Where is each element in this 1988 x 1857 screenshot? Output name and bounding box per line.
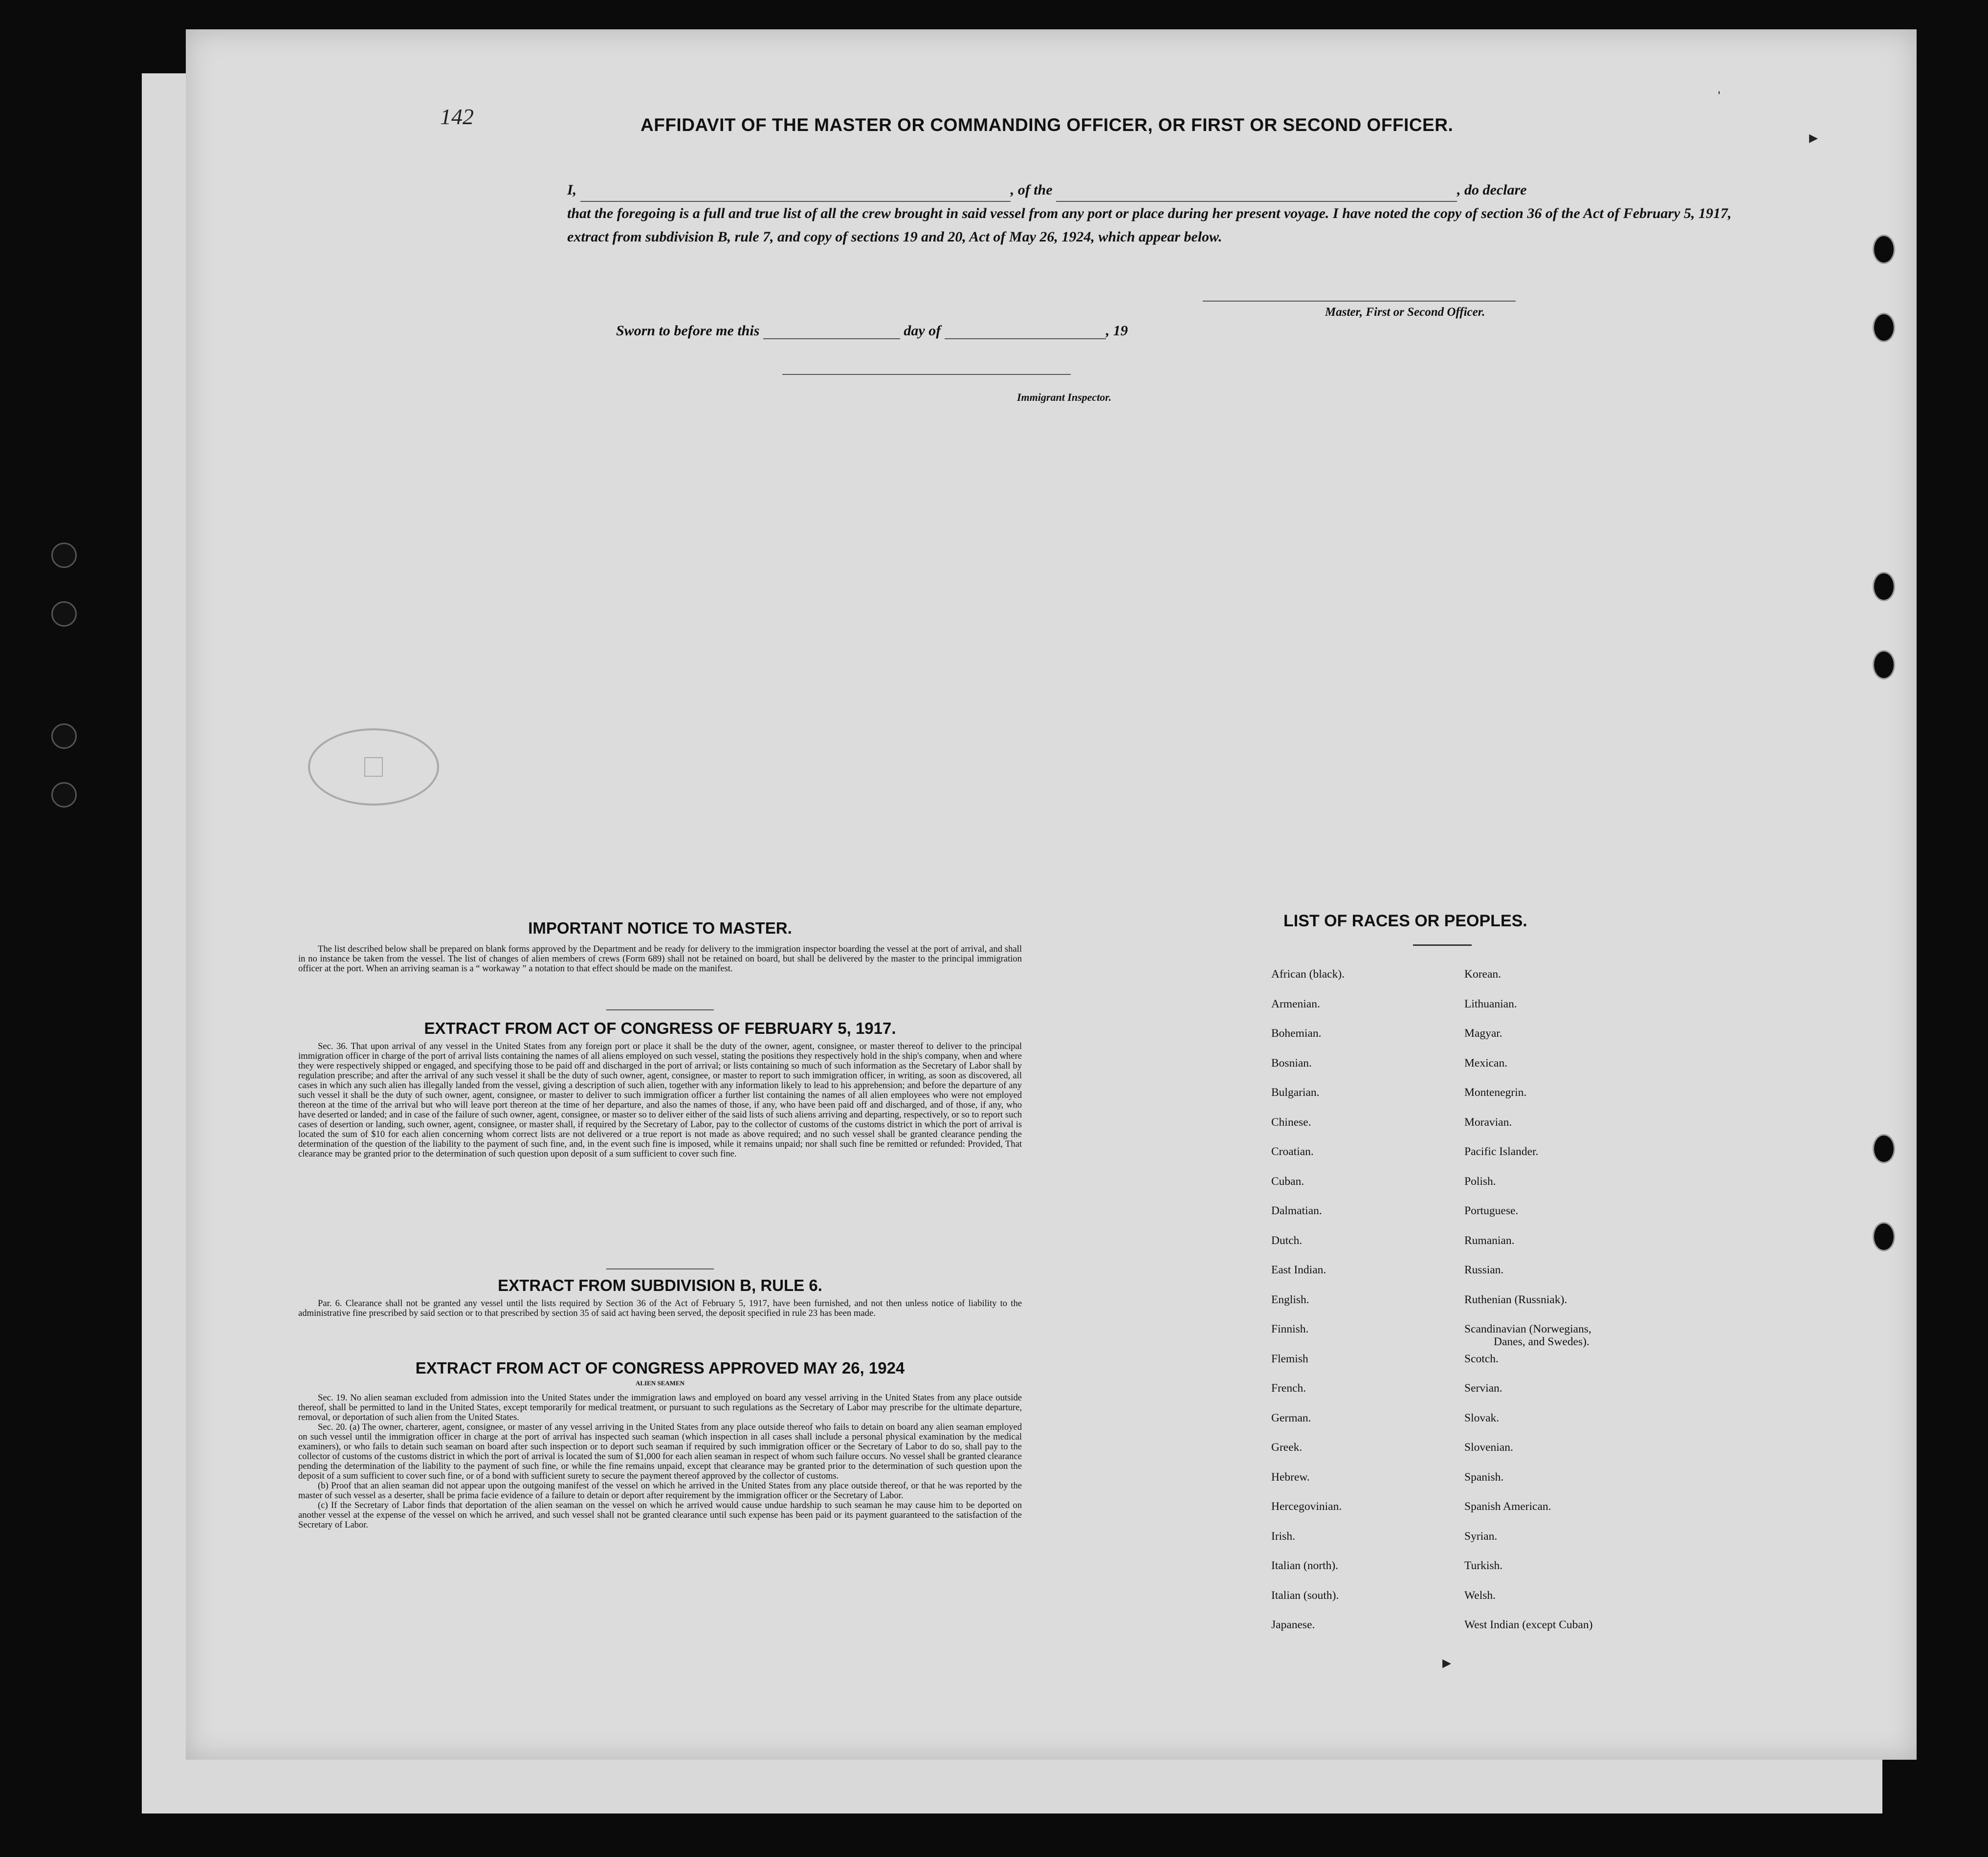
manifest-page [186,29,1917,1760]
race-item: Slovenian. [1464,1441,1513,1454]
extract-1924-subtitle: ALIEN SEAMEN [635,1379,685,1387]
affidavit-text [567,178,1755,249]
race-item: Syrian. [1464,1529,1498,1543]
race-item: Scandinavian (Norwegians, Danes, and Swedes). [1464,1323,1591,1348]
race-item: Italian (north). [1271,1559,1339,1572]
extract-1924 [298,1359,1022,1530]
race-item: East Indian. [1271,1264,1326,1276]
race-item: African (black). [1271,968,1345,981]
extract-rule-6 [298,1268,1022,1318]
race-item: French. [1271,1382,1306,1395]
inspector-signature-line[interactable] [782,374,1071,375]
race-item: English. [1271,1293,1309,1306]
important-notice-text: The list described below shall be prepared on blank forms approved by the Department and be ready for delivery to the immigration inspector boarding the vessel at the port of arrival, and shall in no instance be taken from the vessel. The list of changes of alien members of crews (Form 689) shall not be retained on board, but shall be delivered by the master to the principal immigration officer at the port. When an arriving seaman is a “ workaway ” a notation to that effect should be made on the manifest. [298,944,1022,974]
race-item: Bohemian. [1271,1027,1322,1040]
affidavit-title: AFFIDAVIT OF THE MASTER OR COMMANDING OFFICER, OR FIRST OR SECOND OFFICER. [641,115,1454,135]
race-item: Lithuanian. [1464,997,1517,1010]
binder-hole [1873,313,1895,342]
stamp-inner-box [364,757,383,777]
extract-1917-title: EXTRACT FROM ACT OF CONGRESS OF FEBRUARY 5, 1917. [424,1019,896,1037]
race-item: Bosnian. [1271,1056,1312,1070]
race-item: West Indian (except Cuban) [1464,1618,1593,1631]
binder-hole [1873,1134,1895,1163]
extract-1917 [298,1009,1022,1159]
race-item: Finnish. [1271,1323,1309,1335]
race-item: Moravian. [1464,1115,1512,1129]
race-item: Flemish [1271,1352,1308,1365]
master-signature-caption: Master, First or Second Officer. [1325,306,1485,319]
race-item: Greek. [1271,1441,1303,1454]
race-item: Korean. [1464,968,1502,981]
important-notice [298,919,1022,974]
race-item: Polish. [1464,1175,1496,1188]
race-item: Dalmatian. [1271,1204,1322,1217]
sec-20a-text: Sec. 20. (a) The owner, charterer, agent, consignee, or master of any vessel arriving in the United States from any place outside thereof who fails to detain on board any alien seaman employed on such vessel until the immigration officer in charge at the port of arrival has inspected such seaman (which inspection in all cases shall include a personal physical examination by the medical examiners), or who fails to detain such seaman on board after such inspection or to deport such seaman if required by such immigration officer or the Secretary of Labor to do so, shall pay to the collector of customs of the customs district in which the port of arrival is located the sum of $1,000 for each alien seaman in respect of whom such failure occurs. No vessel shall be granted clearance pending the determination of the liability to the payment of such fine, or while the fine remains unpaid, except that clearance may be granted prior to the determination of such question upon the deposit of a sum sufficient to cover such fine, or of a bond with sufficient surety to secure the payment thereof approved by the collector of customs. [298,1422,1022,1481]
sworn-month-blank[interactable] [945,325,1106,339]
races-title-underline [1413,944,1472,946]
pen-mark: ˈ [1716,88,1722,108]
name-blank[interactable] [580,187,1011,202]
sec-20b-text: (b) Proof that an alien seaman did not appear upon the outgoing manifest of the vessel on which he arrived in the United States from any place outside thereof, or that he was reported by the master of such vessel as a deserter, shall be prima facie evidence of a failure to detain or deport after requirement by the immigration officer or the Secretary of Labor. [298,1481,1022,1501]
race-item: Croatian. [1271,1145,1314,1158]
race-item: German. [1271,1411,1311,1424]
sec-19-text: Sec. 19. No alien seaman excluded from admission into the United States under the immigration laws and employed on board any vessel arriving in the United States from any place outside thereof, shall be permitted to land in the United States, except temporarily for medical treatment, or pursuant to such regulations as the Secretary of Labor may prescribe for the ultimate departure, removal, or deportation of such alien from the United States. [298,1393,1022,1422]
races-right-column [1464,968,1592,1648]
pen-mark: ▸ [1809,127,1818,147]
binder-hole [1873,572,1895,601]
page-number: 142 [440,104,474,129]
extract-rule-6-text: Par. 6. Clearance shall not be granted any vessel until the lists required by Section 36 of the Act of February 5, 1917, have been furnished, and not then unless notice of liability to the administrative fine prescribed by said section or to that prescribed by section 35 of said act having been served, the deposit specified in rule 23 has been made. [298,1298,1022,1318]
binder-hole [51,782,77,808]
race-item: Portuguese. [1464,1204,1519,1217]
race-item: Irish. [1271,1529,1295,1543]
binder-hole [1873,650,1895,679]
race-item: Japanese. [1271,1618,1315,1631]
races-title: LIST OF RACES OR PEOPLES. [1283,912,1527,930]
race-item: Hercegovinian. [1271,1500,1342,1513]
race-item: Montenegrin. [1464,1086,1527,1099]
divider [606,1009,714,1010]
extract-rule-6-title: EXTRACT FROM SUBDIVISION B, RULE 6. [498,1276,822,1294]
race-item: Cuban. [1271,1175,1304,1188]
race-item: Magyar. [1464,1027,1502,1040]
race-item: Turkish. [1464,1559,1503,1572]
races-left-column [1271,968,1345,1648]
race-item: Hebrew. [1271,1470,1310,1484]
pen-mark: ▸ [1442,1652,1452,1672]
sworn-day-blank[interactable] [763,325,900,339]
race-item: Armenian. [1271,997,1320,1010]
binder-hole [1873,235,1895,264]
race-item: Chinese. [1271,1115,1311,1129]
race-item: Spanish American. [1464,1500,1551,1513]
race-item: Russian. [1464,1264,1504,1276]
binder-hole [51,723,77,749]
affidavit-first-line: I, , of the , do declare [567,178,1755,202]
binder-hole [51,601,77,627]
bleed-through-heading [406,137,419,172]
important-notice-title: IMPORTANT NOTICE TO MASTER. [528,919,792,937]
divider [606,1268,714,1269]
affidavit-body: that the foregoing is a full and true list of all the crew brought in said vessel from any port or place during her present voyage. I have noted the copy of section 36 of the Act of February 5, 1917, extract from subdivision B, rule 7, and copy of sections 19 and 20, Act of May 26, 1924, which appear below. [567,205,1732,245]
faded-stamp [308,728,439,806]
race-item: Scotch. [1464,1352,1499,1365]
race-item: Rumanian. [1464,1234,1515,1247]
race-item: Spanish. [1464,1470,1504,1484]
inspector-signature-caption: Immigrant Inspector. [1017,391,1112,403]
race-item: Ruthenian (Russniak). [1464,1293,1568,1306]
master-signature-line[interactable] [1203,301,1516,302]
race-item: Slovak. [1464,1411,1500,1424]
extract-1917-text: Sec. 36. That upon arrival of any vessel in the United States from any foreign port or place it shall be the duty of the owner, agent, consignee, or master thereof to deliver to the principal immigration officer in charge of the port of arrival lists containing the names of all aliens employed on such vessel, stating the positions they respectively hold in the ship's company, when and where they were respectively shipped or engaged, and specifying those to be paid off and discharged in the port of arrival; or lists containing so much of such information as the Secretary of Labor shall by regulation prescribe; and after the arrival of any such vessel it shall be the duty of such owner, agent, consignee, or master to report to such immigration officer, in writing, as soon as discovered, all cases in which any such alien has illegally landed from the vessel, giving a description of such alien, together with any information likely to lead to his apprehension; and before the departure of any such vessel it shall be the duty of such owner, agent, consignee, or master to deliver to such immigration officer a further list containing the names of all alien employees who were not employed thereon at the time of the arrival but who will leave port thereon at the time of her departure, and also the names of those, if any, who have been paid off and discharged, and of those, if any, who have deserted or landed; and in case of the failure of such owner, agent, consignee, or master so to deliver either of the said lists of such aliens arriving and departing, respectively, or so to report such cases of desertion or landing, such owner, agent, consignee, or master shall, if required by the Secretary of Labor, pay to the collector of customs of the customs district in which the port of arrival is located the sum of $10 for each alien concerning whom correct lists are not delivered or a true report is not made as above required; and no such vessel shall be granted clearance pending the determination of the question of the liability to the payment of such fine, and, in the event such fine is imposed, while it remains unpaid; nor shall such fine be remitted or refunded: Provided, That clearance may be granted prior to the determination of such question upon deposit of a sum sufficient to cover such fine. [298,1041,1022,1159]
binder-hole [1873,1222,1895,1251]
race-item: Mexican. [1464,1056,1508,1070]
race-item: Welsh. [1464,1589,1496,1602]
race-item: Bulgarian. [1271,1086,1320,1099]
sec-20c-text: (c) If the Secretary of Labor finds that deportation of the alien seaman on the vessel on which he arrived would cause undue hardship to such seaman he may cause him to be deported on another vessel at the expense of the vessel on which he arrived, and such vessel shall not be granted clearance until such expense has been paid or its payment guaranteed to the satisfaction of the Secretary of Labor. [298,1500,1022,1530]
vessel-blank[interactable] [1056,187,1457,202]
race-item: Pacific Islander. [1464,1145,1539,1158]
binder-hole [51,543,77,568]
race-item: Dutch. [1271,1234,1303,1247]
extract-1924-title: EXTRACT FROM ACT OF CONGRESS APPROVED MAY 26, 1924 [415,1359,905,1377]
sworn-line: Sworn to before me this day of , 19 [616,323,1128,339]
race-item: Italian (south). [1271,1589,1339,1602]
race-item: Servian. [1464,1382,1502,1395]
